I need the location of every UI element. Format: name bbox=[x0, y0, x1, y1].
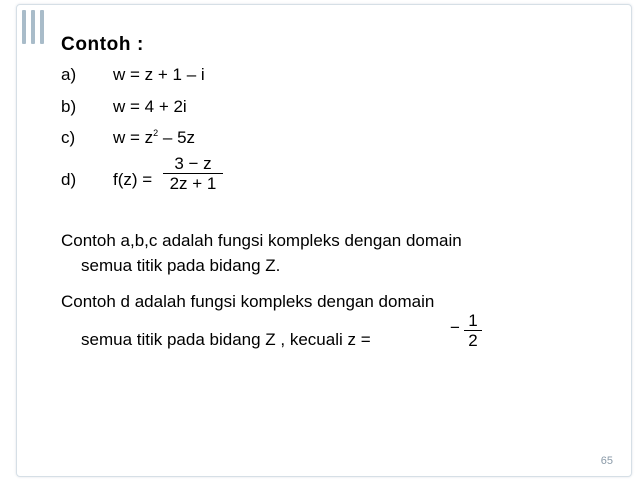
fraction-denominator: 2 bbox=[468, 331, 478, 350]
fraction bbox=[464, 312, 482, 349]
paragraph-line: semua titik pada bidang Z. bbox=[81, 256, 281, 275]
decorative-accent-bar bbox=[31, 10, 35, 44]
decorative-accent-bar bbox=[22, 10, 26, 44]
fraction-numerator: 3 − z bbox=[174, 154, 212, 173]
fraction-numerator: 1 bbox=[468, 311, 478, 330]
slide-title: Contoh : bbox=[61, 34, 144, 55]
fraction bbox=[163, 155, 223, 192]
paragraph-line: semua titik pada bidang Z , kecuali z = bbox=[81, 330, 371, 349]
paragraph-line: Contoh a,b,c adalah fungsi kompleks dengan domain bbox=[61, 231, 462, 250]
fraction-denominator: 2z + 1 bbox=[169, 174, 217, 193]
minus-sign: − bbox=[450, 318, 460, 337]
paragraph-1 bbox=[61, 232, 462, 249]
page-number: 65 bbox=[600, 455, 613, 467]
example-expression bbox=[113, 129, 195, 146]
paragraph-2 bbox=[61, 293, 434, 310]
example-label: a) bbox=[61, 65, 77, 84]
example-label: b) bbox=[61, 97, 77, 116]
example-expression: w = 4 + 2i bbox=[113, 97, 187, 116]
exponent: 2 bbox=[153, 128, 159, 138]
expression-rest: – 5z bbox=[158, 128, 196, 147]
decorative-accent-bar bbox=[40, 10, 44, 44]
example-expression: w = z + 1 – i bbox=[113, 65, 205, 84]
example-label: c) bbox=[61, 128, 76, 147]
function-lhs: f(z) = bbox=[113, 170, 153, 189]
paragraph-line: Contoh d adalah fungsi kompleks dengan domain bbox=[61, 292, 435, 311]
expression-base: w = z bbox=[113, 128, 154, 147]
example-label: d) bbox=[61, 170, 77, 189]
